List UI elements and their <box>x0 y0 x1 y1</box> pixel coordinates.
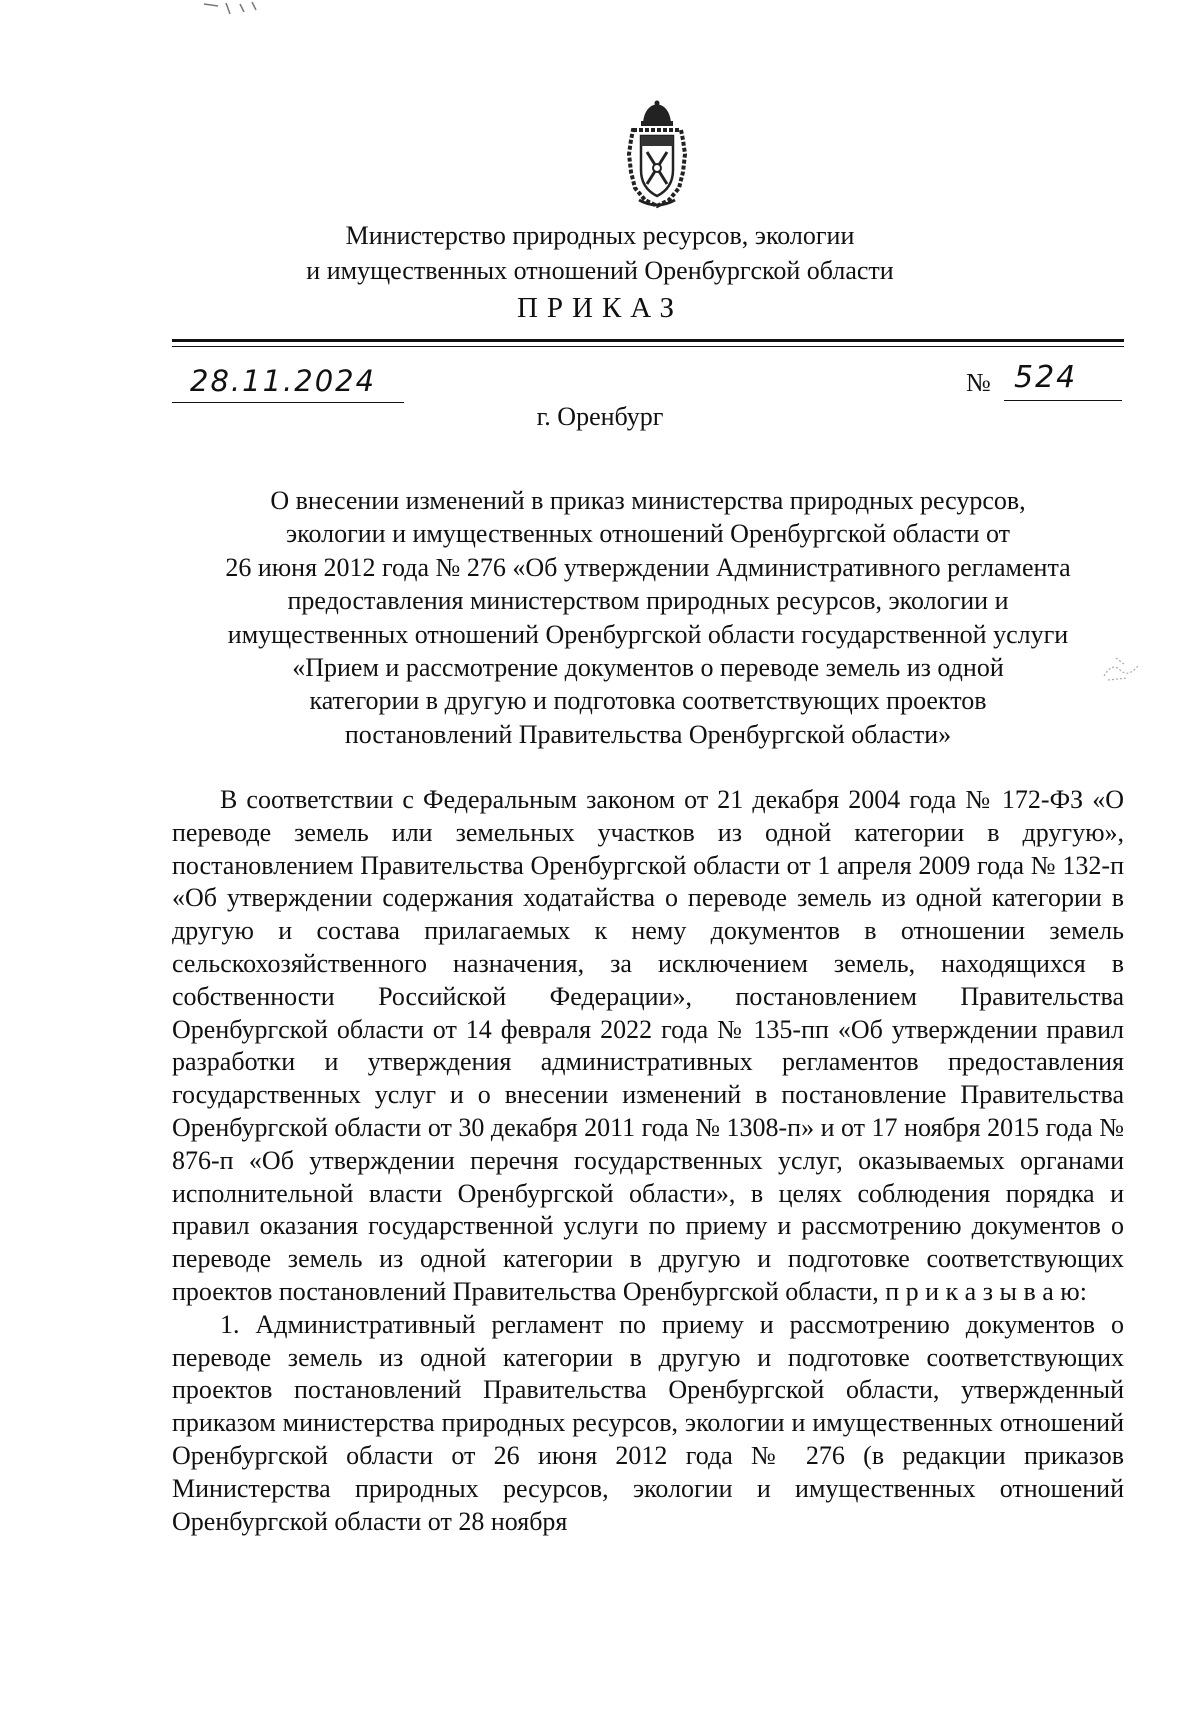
scan-smudge <box>1098 652 1150 686</box>
subject-line: экологии и имущественных отношений Оренбургской области от <box>285 519 1010 549</box>
number-underline <box>1004 400 1122 401</box>
subject-line: постановлений Правительства Оренбургской области» <box>344 719 952 749</box>
subject-line: «Прием и рассмотрение документов о переводе земель из одной <box>292 653 1004 683</box>
header-rule-thin <box>172 346 1124 347</box>
ministry-name <box>200 218 1000 288</box>
city: г. Оренбург <box>536 402 664 431</box>
ministry-name-line1: Министерство природных ресурсов, экологии <box>345 221 855 250</box>
preamble-paragraph: В соответствии с Федеральным законом от 21 декабря 2004 года № 172-ФЗ «О переводе земель или земельных участков из одной категории в другую», постановлением Правительства Оренбургской области от 1 апреля 2009 года № 132-п «Об утверждении содержания ходатайства о переводе земель из одной категории в другую и состава прилагаемых к нему документов в отношении земель сельскохозяйственного назначения, за исключением земель, находящихся в собственности Российской Федерации», постановлением Правительства Оренбургской области от 14 февраля 2022 года № 135-пп «Об утверждении правил разработки и утверждения административных регламентов предоставления государственных услуг и о внесении изменений в постановление Правительства Оренбургской области от 30 декабря 2011 года № 1308-п» и от 17 ноября 2015 года № 876-п «Об утверждении перечня государственных услуг, оказываемых органами исполнительной власти Оренбургской области», в целях соблюдения порядка и правил оказания государственной услуги по приему и рассмотрению документов о переводе земель из одной категории в другую и подготовке соответствующих проектов постановлений Правительства Оренбургской области, п р и к а з ы в а ю: <box>172 785 1124 1306</box>
order-subject <box>172 484 1124 751</box>
order-item-1: 1. Административный регламент по приему и рассмотрению документов о переводе земель из одной категории в другую и подготовке соответствующих проектов постановлений Правительства Оренбургской области, утвержденный приказом министерства природных ресурсов, экологии и имущественных отношений Оренбургской области от 26 июня 2012 года № 276 (в редакции приказов Министерства природных ресурсов, экологии и имущественных отношений Оренбургской области от 28 ноября <box>172 1309 1124 1536</box>
subject-line: О внесении изменений в приказ министерства природных ресурсов, <box>270 486 1026 515</box>
order-number-sign: № <box>966 368 991 397</box>
subject-line: категории в другую и подготовка соответствующих проектов <box>309 686 987 716</box>
order-number: 524 <box>1014 360 1078 395</box>
subject-line: предоставления министерством природных ресурсов, экологии и <box>287 586 1009 616</box>
subject-line: имущественных отношений Оренбургской области государственной услуги <box>227 619 1069 649</box>
order-date: 28.11.2024 <box>190 364 377 398</box>
ministry-name-line2: и имущественных отношений Оренбургской области <box>306 256 894 285</box>
order-body <box>172 784 1124 1538</box>
order-title: ПРИКАЗ <box>516 292 684 324</box>
header-rule-thick <box>172 339 1124 342</box>
scan-corner-mark <box>200 0 270 22</box>
subject-line: 26 июня 2012 года № 276 «Об утверждении Административного регламента <box>225 552 1071 582</box>
coat-of-arms-icon <box>625 100 689 210</box>
